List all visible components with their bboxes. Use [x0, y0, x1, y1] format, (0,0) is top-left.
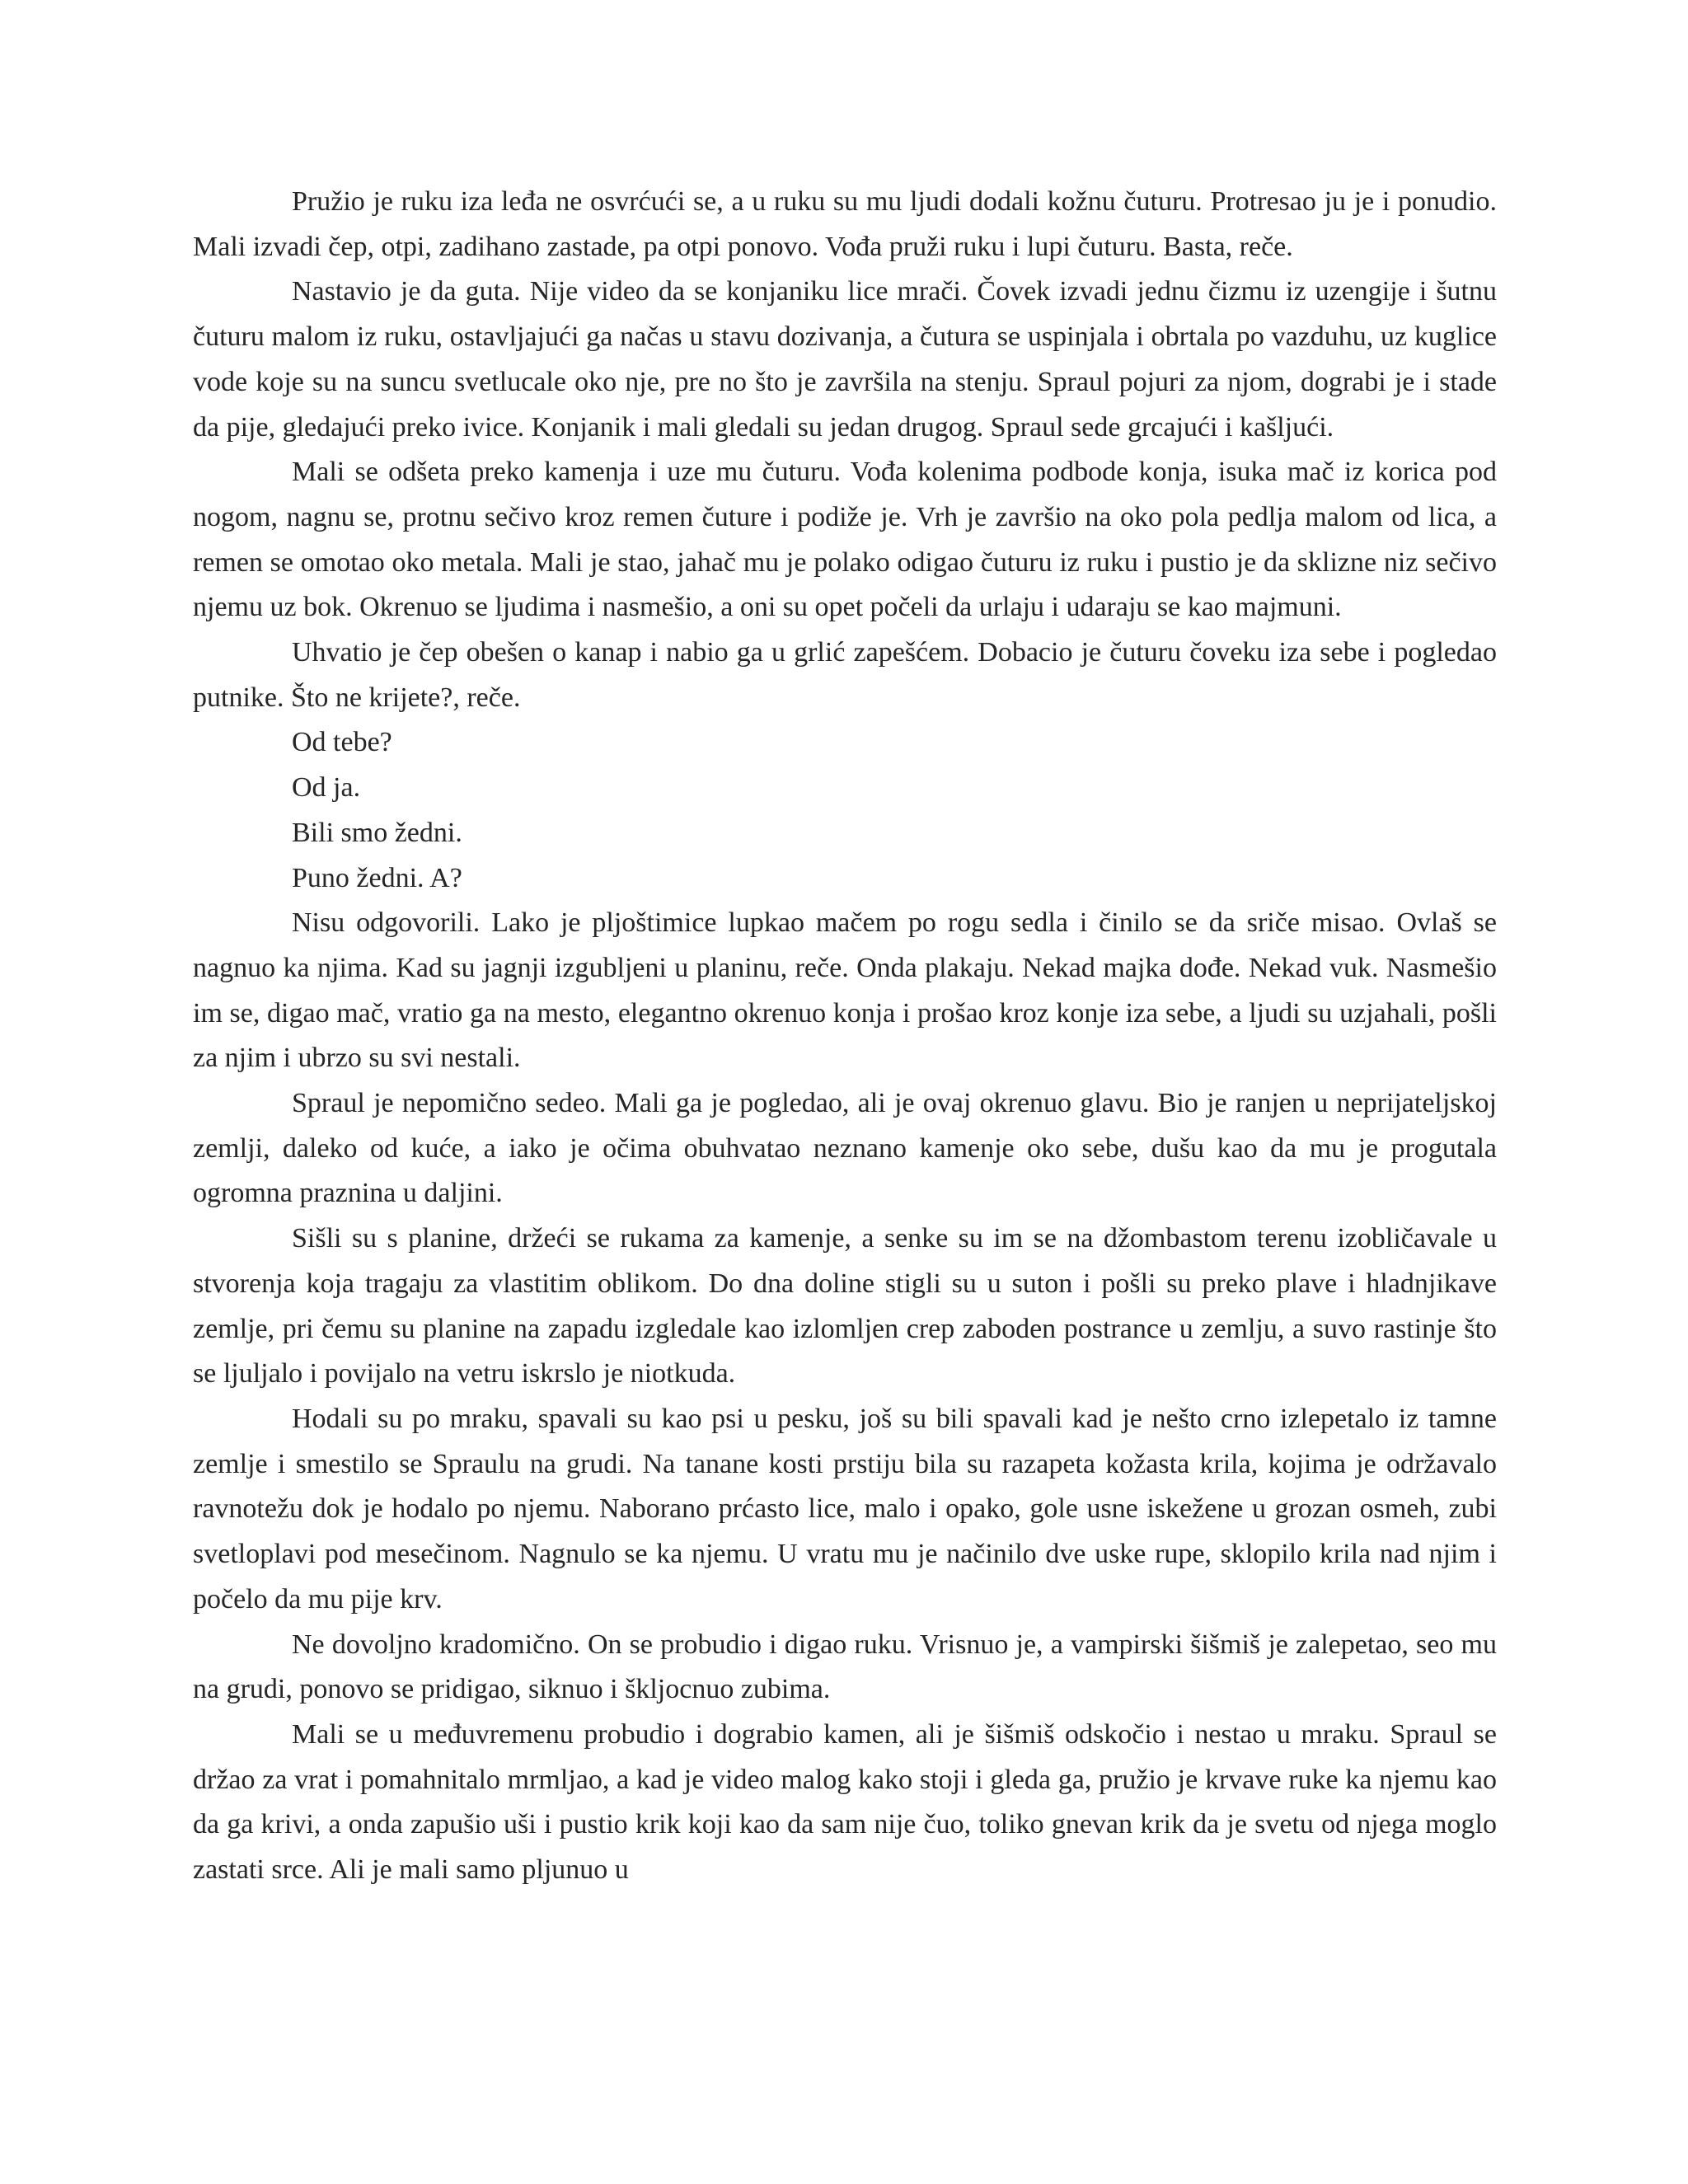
dialogue-line: Od tebe? — [292, 727, 392, 758]
paragraph: Mali se u međuvremenu probudio i dograbio kamen, ali je šišmiš odskočio i nestao u mraku. Spraul se držao za vrat i pomahnitalo mrmljao, a kad je video malog kako stoji i gleda ga, pružio je krvave ruke ka njemu kao da ga krivi, a onda zapušio uši i pustio krik koji kao da sam nije čuo, toliko gnevan krik da je svetu od njega moglo zastati srce. Ali je mali samo pljunuo u — [193, 1718, 1497, 1886]
paragraph: Ne dovoljno kradomično. On se probudio i digao ruku. Vrisnuo je, a vampirski šišmiš je zalepetao, seo mu na grudi, ponovo se pridigao, siknuo i škljocnuo zubima. — [193, 1629, 1497, 1705]
paragraph: Mali se odšeta preko kamenja i uze mu čuturu. Vođa kolenima podbode konja, isuka mač iz korica pod nogom, nagnu se, protnu sečivo kroz remen čuture i podiže je. Vrh je završio na oko pola pedlja malom od lica, a remen se omotao oko metala. Mali je stao, jahač mu je polako odigao čuturu iz ruku i pustio je da sklizne niz sečivo njemu uz bok. Okrenuo se ljudima i nasmešio, a oni su opet počeli da urlaju i udaraju se kao majmuni. — [193, 457, 1497, 623]
dialogue-line: Od ja. — [292, 772, 361, 804]
paragraph: Pružio je ruku iza leđa ne osvrćući se, a u ruku su mu ljudi dodali kožnu čuturu. Protresao ju je i ponudio. Mali izvadi čep, otpi, zadihano zastade, pa otpi ponovo. Vođa pruži ruku i lupi čuturu. Basta, reče. — [193, 186, 1497, 262]
paragraph: Nisu odgovorili. Lako je pljoštimice lupkao mačem po rogu sedla i činilo se da sriče misao. Ovlaš se nagnuo ka njima. Kad su jagnji izgubljeni u planinu, reče. Onda plakaju. Nekad majka dođe. Nekad vuk. Nasmešio im se, digao mač, vratio ga na mesto, elegantno okrenuo konja i prošao kroz konje iza sebe, a ljudi su uzjahali, pošli za njim i ubrzo su svi nestali. — [193, 907, 1497, 1074]
paragraph: Nastavio je da guta. Nije video da se konjaniku lice mrači. Čovek izvadi jednu čizmu iz uzengije i šutnu čuturu malom iz ruku, ostavljajući ga načas u stavu dozivanja, a čutura se uspinjala i obrtala po vazduhu, uz kuglice vode koje su na suncu svetlucale oko nje, pre no što je završila na stenju. Spraul pojuri za njom, dograbi je i stade da pije, gledajući preko ivice. Konjanik i mali gledali su jedan drugog. Spraul sede grcajući i kašljući. — [193, 276, 1497, 443]
paragraph: Spraul je nepomično sedeo. Mali ga je pogledao, ali je ovaj okrenuo glavu. Bio je ranjen u neprijateljskoj zemlji, daleko od kuće, a iako je očima obuhvatao neznano kamenje oko sebe, dušu kao da mu je progutala ogromna praznina u daljini. — [193, 1088, 1497, 1209]
dialogue-line: Puno žedni. A? — [292, 862, 462, 893]
paragraph: Uhvatio je čep obešen o kanap i nabio ga u grlić zapešćem. Dobacio je čuturu čoveku iza sebe i pogledao putnike. Što ne krijete?, reče. — [193, 637, 1497, 713]
body-text — [193, 180, 1497, 1893]
paragraph: Sišli su s planine, držeći se rukama za kamenje, a senke su im se na džombastom terenu izobličavale u stvorenja koja tragaju za vlastitim oblikom. Do dna doline stigli su u suton i pošli su preko plave i hladnjikave zemlje, pri čemu su planine na zapadu izgledale kao izlomljen crep zaboden postrance u zemlju, a suvo rastinje što se ljuljalo i povijalo na vetru iskrslo je niotkuda. — [193, 1223, 1497, 1390]
dialogue-line: Bili smo žedni. — [292, 817, 462, 848]
paragraph: Hodali su po mraku, spavali su kao psi u pesku, još su bili spavali kad je nešto crno izlepetalo iz tamne zemlje i smestilo se Spraulu na grudi. Na tanane kosti prstiju bila su razapeta kožasta krila, kojima je održavalo ravnotežu dok je hodalo po njemu. Naborano prćasto lice, malo i opako, gole usne iskežene u grozan osmeh, zubi svetloplavi pod mesečinom. Nagnulo se ka njemu. U vratu mu je načinilo dve uske rupe, sklopilo krila nad njim i počelo da mu pije krv. — [193, 1403, 1497, 1615]
